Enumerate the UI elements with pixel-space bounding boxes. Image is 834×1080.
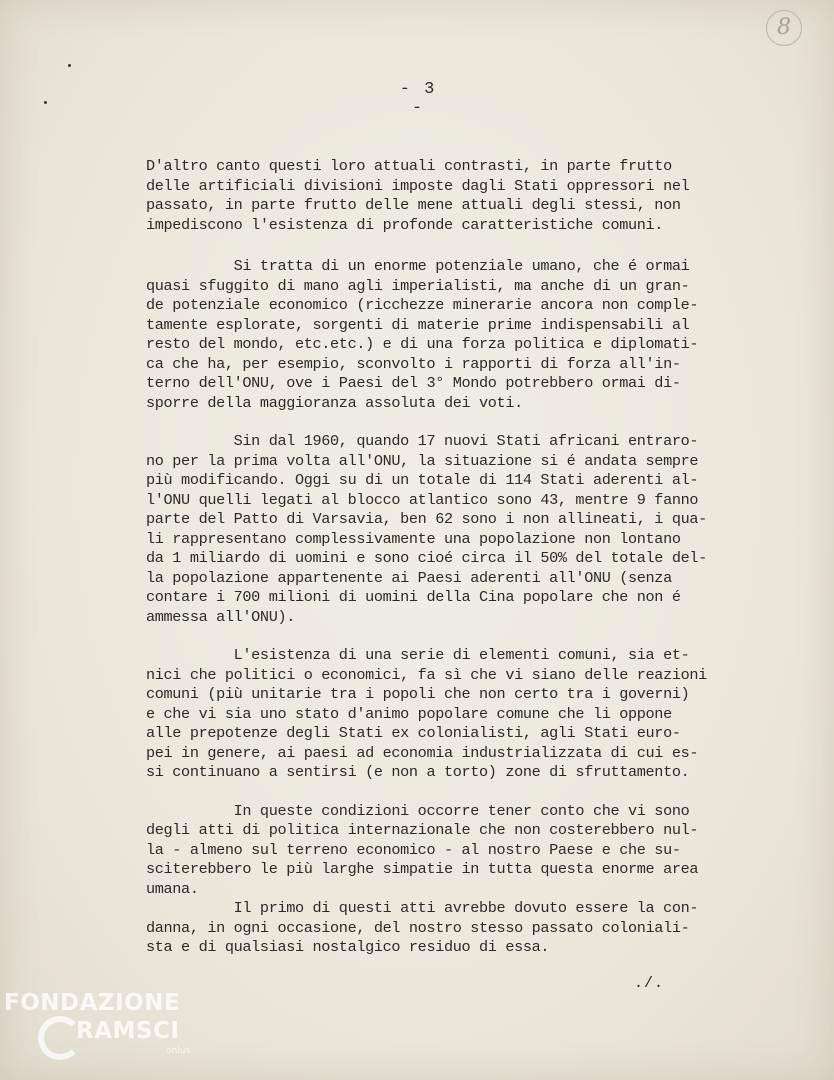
text-line: sciterebbero le più larghe simpatie in tutta questa enorme area <box>146 860 699 878</box>
text-line: no per la prima volta all'ONU, la situazione si é andata sempre <box>146 451 699 470</box>
watermark-line1: FONDAZIONE <box>4 990 181 1016</box>
text-line: quasi sfuggito di mano agli imperialisti, ma anche di un gran- <box>146 276 690 295</box>
text-line: ca che ha, per esempio, sconvolto i rapporti di forza all'in- <box>146 354 681 373</box>
continuation-mark: ./. <box>634 975 665 992</box>
text-line: e che vi sia uno stato d'animo popolare comune che li oppone <box>146 704 672 723</box>
text-line: degli atti di politica internazionale che non costerebbero nul- <box>146 821 699 839</box>
text-line: delle artificiali divisioni imposte dagli Stati oppressori nel <box>146 176 690 195</box>
text-line: Sin dal 1960, quando 17 nuovi Stati africani entraro- <box>146 432 699 450</box>
text-line: Il primo di questi atti avrebbe dovuto essere la con- <box>146 899 699 917</box>
text-line: D'altro canto questi loro attuali contrasti, in parte frutto <box>146 157 672 175</box>
text-line: l'ONU quelli legati al blocco atlantico sono 43, mentre 9 fanno <box>146 490 699 509</box>
text-line: alle prepotenze degli Stati ex colonialisti, agli Stati euro- <box>146 724 681 742</box>
text-line: sporre della maggioranza assoluta dei voti. <box>146 393 523 412</box>
text-line: Si tratta di un enorme potenziale umano, che é ormai <box>146 257 690 275</box>
text-line: resto del mondo, etc.etc.) e di una forza politica e diplomati- <box>146 335 699 353</box>
text-line: si continuano a sentirsi (e non a torto) zone di sfruttamento. <box>146 763 690 781</box>
paragraph <box>146 432 796 627</box>
text-line: comuni (più unitarie tra i popoli che non certo tra i governi) <box>146 685 690 703</box>
watermark-line3: onlus <box>166 1046 191 1056</box>
text-line: più modificando. Oggi su di un totale di 114 Stati aderenti al- <box>146 471 699 489</box>
archive-watermark <box>4 990 214 1070</box>
text-line: li rappresentano complessivamente una popolazione non lontano <box>146 529 681 548</box>
text-line: In queste condizioni occorre tener conto che vi sono <box>146 801 690 820</box>
text-line: danna, in ogni occasione, del nostro stesso passato coloniali- <box>146 918 690 937</box>
paragraph <box>146 257 796 413</box>
text-line: impediscono l'esistenza di profonde caratteristiche comuni. <box>146 215 664 234</box>
text-line: ammessa all'ONU). <box>146 607 295 626</box>
text-line: nici che politici o economici, fa sì che vi siano delle reazioni <box>146 665 707 684</box>
watermark-line2: RAMSCI <box>76 1018 180 1044</box>
paragraph <box>146 802 796 900</box>
text-line: L'esistenza di una serie di elementi comuni, sia et- <box>146 646 690 664</box>
folio-number-stamp: 8 <box>766 10 802 46</box>
text-line: tamente esplorate, sorgenti di materie prime indispensabili al <box>146 315 690 334</box>
text-line: terno dell'ONU, ove i Paesi del 3° Mondo potrebbero ormai di- <box>146 374 681 392</box>
paper-speck <box>68 64 71 67</box>
document-body <box>146 157 796 958</box>
text-line: parte del Patto di Varsavia, ben 62 sono i non allineati, i qua- <box>146 510 707 528</box>
paper-speck <box>44 101 47 104</box>
paragraph <box>146 899 796 958</box>
text-line: da 1 miliardo di uomini e sono cioé circa il 50% del totale del- <box>146 549 707 567</box>
text-line: contare i 700 milioni di uomini della Cina popolare che non é <box>146 588 681 606</box>
text-line: pei in genere, ai paesi ad economia industrializzata di cui es- <box>146 743 699 762</box>
page-number: - 3 - <box>399 80 437 118</box>
paragraph <box>146 646 796 783</box>
text-line: umana. <box>146 879 199 898</box>
text-line: passato, in parte frutto delle mene attuali degli stessi, non <box>146 196 681 214</box>
paragraph <box>146 157 796 235</box>
text-line: sta e di qualsiasi nostalgico residuo di essa. <box>146 938 550 956</box>
text-line: la popolazione appartenente ai Paesi aderenti all'ONU (senza <box>146 568 672 587</box>
text-line: de potenziale economico (ricchezze minerarie ancora non comple- <box>146 296 699 314</box>
text-line: la - almeno sul terreno economico - al nostro Paese e che su- <box>146 840 681 859</box>
